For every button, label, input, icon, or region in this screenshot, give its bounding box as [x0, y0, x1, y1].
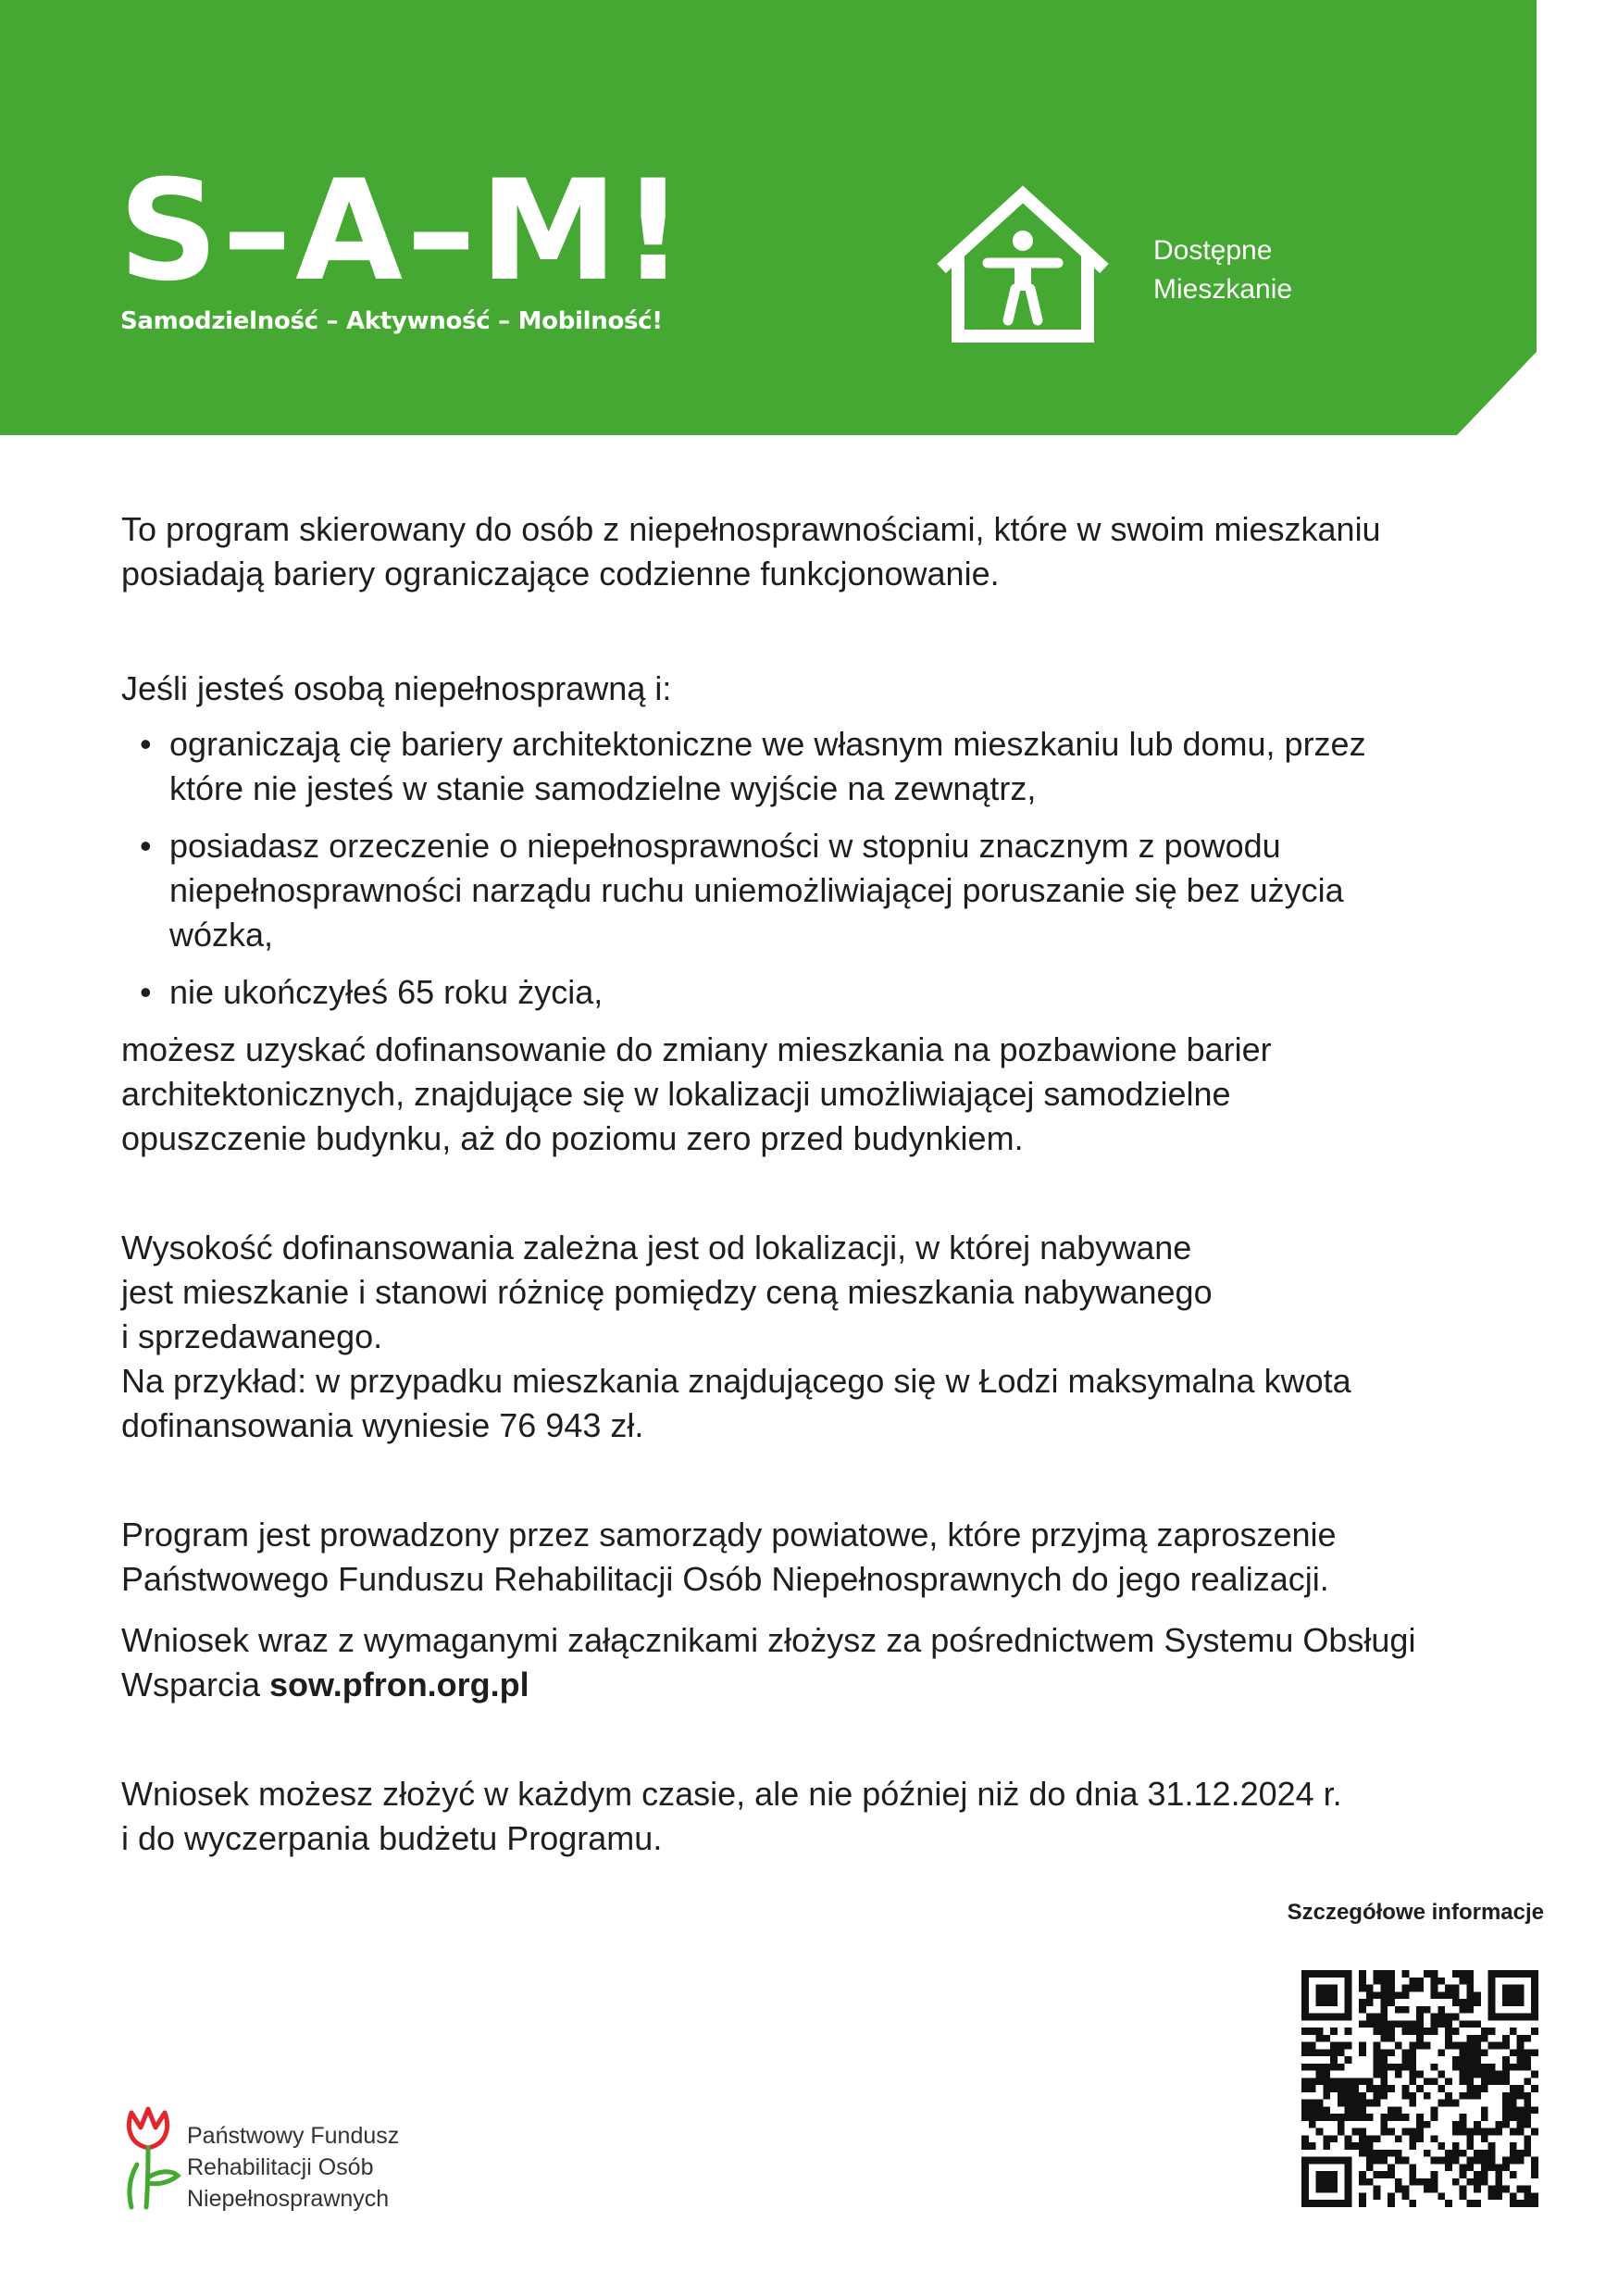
- pfron-tulip-logo: [120, 2100, 185, 2211]
- org-name-line: Rehabilitacji Osób: [187, 2154, 374, 2180]
- deadline-paragraph: [121, 1772, 1547, 1861]
- accessible-home-icon: [930, 183, 1115, 345]
- text-line: • ograniczają cię bariery architektoniczne we własnym mieszkaniu lub domu, przez: [169, 725, 1366, 763]
- program-name-line: Mieszkanie: [1153, 274, 1293, 305]
- text-line: dofinansowania wyniesie 76 943 zł.: [121, 1406, 644, 1444]
- text-line: które nie jesteś w stanie samodzielne wyjście na zewnątrz,: [169, 769, 1037, 807]
- pfron-name: [187, 2120, 399, 2215]
- sow-link[interactable]: sow.pfron.org.pl: [269, 1666, 529, 1703]
- text-line: jest mieszkanie i stanowi różnicę pomiędzy ceną mieszkania nabywanego: [121, 1273, 1213, 1311]
- funding-paragraph: [121, 1226, 1547, 1448]
- main-content: [121, 507, 1547, 1861]
- text-line: możesz uzyskać dofinansowanie do zmiany mieszkania na pozbawione barier: [121, 1030, 1272, 1068]
- text-line: niepełnosprawności narządu ruchu uniemożliwiającej poruszanie się bez użycia: [169, 871, 1344, 909]
- text-line: Wniosek wraz z wymaganymi załącznikami złożysz za pośrednictwem Systemu Obsługi: [121, 1621, 1416, 1659]
- list-item: [121, 824, 1547, 957]
- text-line: opuszczenie budynku, aż do poziomu zero przed budynkiem.: [121, 1119, 1024, 1157]
- application-paragraph: [121, 1618, 1547, 1707]
- text-line: i sprzedawanego.: [121, 1317, 383, 1355]
- text-line: [121, 1663, 1547, 1707]
- sam-tagline: Samodzielność – Aktywność – Mobilność!: [120, 307, 663, 335]
- conditions-lead: Jeśli jesteś osobą niepełnosprawną i:: [121, 669, 672, 707]
- conditions-list: [121, 722, 1547, 1015]
- operator-paragraph: [121, 1513, 1547, 1602]
- text-line: • posiadasz orzeczenie o niepełnosprawności w stopniu znacznym z powodu: [169, 827, 1281, 865]
- conditions-result: [121, 1028, 1547, 1161]
- text-line: To program skierowany do osób z niepełnosprawnościami, które w swoim mieszkaniu: [121, 510, 1381, 548]
- text-line: posiadają bariery ograniczające codzienne funkcjonowanie.: [121, 555, 1000, 593]
- list-item: [121, 970, 1547, 1015]
- list-item: [121, 722, 1547, 811]
- text-line: • nie ukończyłeś 65 roku życia,: [169, 973, 604, 1011]
- text-fragment: Wsparcia: [121, 1666, 270, 1703]
- text-line: Państwowego Funduszu Rehabilitacji Osób Niepełnosprawnych do jego realizacji.: [121, 1560, 1329, 1598]
- org-name-line: Państwowy Fundusz: [187, 2123, 400, 2149]
- text-line: Wysokość dofinansowania zależna jest od lokalizacji, w której nabywane: [121, 1229, 1192, 1267]
- sam-logo: S–A–M!: [118, 151, 689, 312]
- text-line: architektonicznych, znajdujące się w lokalizacji umożliwiającej samodzielne: [121, 1075, 1231, 1113]
- program-name-line: Dostępne: [1153, 235, 1273, 266]
- text-line: Na przykład: w przypadku mieszkania znajdującego się w Łodzi maksymalna kwota: [121, 1362, 1351, 1400]
- text-line: Program jest prowadzony przez samorządy powiatowe, które przyjmą zaproszenie: [121, 1516, 1337, 1554]
- text-line: Wniosek możesz złożyć w każdym czasie, ale nie później niż do dnia 31.12.2024 r.: [121, 1775, 1342, 1813]
- qr-code-icon[interactable]: [1301, 1970, 1538, 2207]
- details-label: Szczegółowe informacje: [1287, 1900, 1544, 1925]
- text-line: wózka,: [169, 916, 274, 954]
- program-name: [1153, 231, 1292, 309]
- org-name-line: Niepełnosprawnych: [187, 2186, 390, 2212]
- text-line: i do wyczerpania budżetu Programu.: [121, 1819, 663, 1857]
- intro-paragraph: [121, 507, 1547, 596]
